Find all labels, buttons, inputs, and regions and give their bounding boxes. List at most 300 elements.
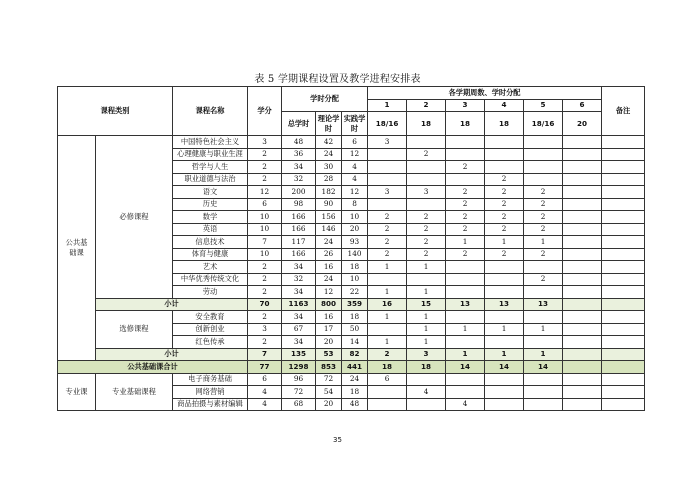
theory-hours-cell: 24 (316, 236, 342, 249)
semester-hours-cell: 2 (524, 211, 563, 224)
credit-cell: 2 (248, 261, 282, 274)
semester-hours-cell (524, 136, 563, 149)
header-semester: 4 (485, 99, 524, 112)
semester-hours-cell: 13 (524, 298, 563, 311)
semester-hours-cell (524, 386, 563, 399)
semester-hours-cell (446, 136, 485, 149)
semester-hours-cell: 2 (524, 248, 563, 261)
semester-hours-cell: 1 (407, 336, 446, 349)
semester-hours-cell: 4 (407, 386, 446, 399)
semester-hours-cell (485, 161, 524, 174)
credit-cell: 7 (248, 236, 282, 249)
total-hours-cell: 67 (282, 323, 316, 336)
total-hours-cell: 34 (282, 286, 316, 299)
semester-hours-cell (563, 161, 602, 174)
semester-hours-cell (446, 336, 485, 349)
semester-hours-cell (446, 148, 485, 161)
public-total-label: 公共基础课合计 (58, 361, 248, 374)
remark-cell (602, 173, 645, 186)
semester-hours-cell: 1 (368, 311, 407, 324)
theory-hours-cell: 30 (316, 161, 342, 174)
semester-hours-cell: 1 (485, 348, 524, 361)
total-hours-cell: 96 (282, 373, 316, 386)
course-name-cell: 电子商务基础 (173, 373, 248, 386)
group-professional-basic: 专业基础课程 (96, 373, 173, 411)
credit-cell: 7 (248, 348, 282, 361)
semester-hours-cell (524, 148, 563, 161)
total-hours-cell: 135 (282, 348, 316, 361)
credit-cell: 10 (248, 248, 282, 261)
semester-hours-cell: 1 (368, 336, 407, 349)
semester-hours-cell: 2 (368, 236, 407, 249)
semester-hours-cell: 13 (446, 298, 485, 311)
semester-hours-cell (563, 398, 602, 411)
total-hours-cell: 34 (282, 336, 316, 349)
semester-hours-cell: 1 (368, 261, 407, 274)
header-weeks: 18 (407, 112, 446, 136)
semester-hours-cell (407, 161, 446, 174)
semester-hours-cell (368, 198, 407, 211)
semester-hours-cell (407, 273, 446, 286)
semester-hours-cell (368, 398, 407, 411)
semester-hours-cell (563, 273, 602, 286)
semester-hours-cell: 2 (485, 211, 524, 224)
header-hours-group: 学时分配 (282, 87, 368, 112)
practice-hours-cell: 50 (342, 323, 368, 336)
semester-hours-cell (446, 286, 485, 299)
practice-hours-cell: 82 (342, 348, 368, 361)
header-semester: 1 (368, 99, 407, 112)
theory-hours-cell: 24 (316, 273, 342, 286)
semester-hours-cell: 2 (368, 248, 407, 261)
table-body (58, 87, 645, 411)
semester-hours-cell: 2 (407, 248, 446, 261)
semester-hours-cell (485, 311, 524, 324)
remark-cell (602, 273, 645, 286)
remark-cell (602, 323, 645, 336)
remark-cell (602, 211, 645, 224)
remark-cell (602, 248, 645, 261)
credit-cell: 6 (248, 373, 282, 386)
remark-cell (602, 336, 645, 349)
header-theory-hours: 理论学时 (316, 112, 342, 136)
theory-hours-cell: 20 (316, 336, 342, 349)
credit-cell: 4 (248, 398, 282, 411)
total-hours-cell: 36 (282, 148, 316, 161)
semester-hours-cell (368, 323, 407, 336)
semester-hours-cell (446, 261, 485, 274)
semester-hours-cell (524, 261, 563, 274)
semester-hours-cell (563, 298, 602, 311)
semester-hours-cell: 14 (485, 361, 524, 374)
theory-hours-cell: 28 (316, 173, 342, 186)
semester-hours-cell (563, 261, 602, 274)
total-hours-cell: 32 (282, 173, 316, 186)
total-hours-cell: 68 (282, 398, 316, 411)
semester-hours-cell: 2 (368, 211, 407, 224)
subtotal-label: 小计 (96, 298, 248, 311)
semester-hours-cell (563, 386, 602, 399)
group-required: 必修课程 (96, 136, 173, 299)
semester-hours-cell (407, 198, 446, 211)
semester-hours-cell (563, 136, 602, 149)
semester-hours-cell (524, 336, 563, 349)
practice-hours-cell: 10 (342, 273, 368, 286)
semester-hours-cell: 13 (485, 298, 524, 311)
course-name-cell: 网络营销 (173, 386, 248, 399)
semester-hours-cell: 1 (368, 286, 407, 299)
semester-hours-cell: 1 (407, 286, 446, 299)
credit-cell: 2 (248, 311, 282, 324)
header-credit: 学分 (248, 87, 282, 136)
total-hours-cell: 34 (282, 311, 316, 324)
theory-hours-cell: 12 (316, 286, 342, 299)
total-hours-cell: 166 (282, 223, 316, 236)
credit-cell: 2 (248, 336, 282, 349)
semester-hours-cell (563, 211, 602, 224)
semester-hours-cell (485, 148, 524, 161)
semester-hours-cell: 2 (446, 211, 485, 224)
remark-cell (602, 261, 645, 274)
course-name-cell: 心理健康与职业生涯 (173, 148, 248, 161)
semester-hours-cell: 2 (485, 248, 524, 261)
semester-hours-cell (563, 173, 602, 186)
semester-hours-cell: 2 (407, 223, 446, 236)
practice-hours-cell: 22 (342, 286, 368, 299)
practice-hours-cell: 48 (342, 398, 368, 411)
total-hours-cell: 166 (282, 211, 316, 224)
header-practice-hours: 实践学时 (342, 112, 368, 136)
semester-hours-cell (563, 336, 602, 349)
semester-hours-cell: 2 (407, 148, 446, 161)
remark-cell (602, 186, 645, 199)
course-name-cell: 中国特色社会主义 (173, 136, 248, 149)
subtotal-label: 小计 (96, 348, 248, 361)
total-hours-cell: 1163 (282, 298, 316, 311)
semester-hours-cell (368, 386, 407, 399)
semester-hours-cell (485, 286, 524, 299)
header-course: 课程名称 (173, 87, 248, 136)
semester-hours-cell (563, 198, 602, 211)
practice-hours-cell: 93 (342, 236, 368, 249)
semester-hours-cell: 2 (524, 273, 563, 286)
semester-hours-cell (485, 261, 524, 274)
course-name-cell: 中华优秀传统文化 (173, 273, 248, 286)
header-weeks: 18/16 (368, 112, 407, 136)
semester-hours-cell (368, 173, 407, 186)
course-name-cell: 信息技术 (173, 236, 248, 249)
header-semester-group: 各学期周数、学时分配 (368, 87, 602, 100)
header-category: 课程类别 (58, 87, 173, 136)
header-total-hours: 总学时 (282, 112, 316, 136)
semester-hours-cell: 3 (368, 186, 407, 199)
semester-hours-cell: 2 (485, 198, 524, 211)
credit-cell: 12 (248, 186, 282, 199)
header-weeks: 18 (446, 112, 485, 136)
header-remark: 备注 (602, 87, 645, 136)
semester-hours-cell (485, 386, 524, 399)
semester-hours-cell (524, 286, 563, 299)
semester-hours-cell (563, 286, 602, 299)
credit-cell: 10 (248, 211, 282, 224)
semester-hours-cell (446, 173, 485, 186)
credit-cell: 2 (248, 161, 282, 174)
total-hours-cell: 32 (282, 273, 316, 286)
group-professional: 专业课 (58, 373, 96, 411)
remark-cell (602, 161, 645, 174)
semester-hours-cell (563, 311, 602, 324)
semester-hours-cell (524, 373, 563, 386)
page-number: 35 (333, 436, 342, 444)
course-name-cell: 艺术 (173, 261, 248, 274)
practice-hours-cell: 6 (342, 136, 368, 149)
semester-hours-cell: 2 (446, 198, 485, 211)
remark-cell (602, 386, 645, 399)
semester-hours-cell: 1 (485, 236, 524, 249)
remark-cell (602, 198, 645, 211)
total-hours-cell: 34 (282, 261, 316, 274)
total-hours-cell: 200 (282, 186, 316, 199)
semester-hours-cell (446, 273, 485, 286)
semester-hours-cell (407, 136, 446, 149)
semester-hours-cell: 3 (407, 186, 446, 199)
semester-hours-cell: 6 (368, 373, 407, 386)
semester-hours-cell: 1 (407, 311, 446, 324)
semester-hours-cell (485, 336, 524, 349)
table-caption: 表 5 学期课程设置及教学进程安排表 (254, 74, 421, 85)
course-name-cell: 职业道德与法治 (173, 173, 248, 186)
credit-cell: 2 (248, 173, 282, 186)
course-name-cell: 红色传承 (173, 336, 248, 349)
semester-hours-cell: 18 (368, 361, 407, 374)
practice-hours-cell: 18 (342, 386, 368, 399)
course-name-cell: 哲学与人生 (173, 161, 248, 174)
header-weeks: 20 (563, 112, 602, 136)
semester-hours-cell (368, 273, 407, 286)
semester-hours-cell: 1 (524, 348, 563, 361)
semester-hours-cell (407, 173, 446, 186)
practice-hours-cell: 441 (342, 361, 368, 374)
remark-cell (602, 298, 645, 311)
semester-hours-cell: 1 (524, 323, 563, 336)
course-name-cell: 体育与健康 (173, 248, 248, 261)
semester-hours-cell (368, 161, 407, 174)
theory-hours-cell: 53 (316, 348, 342, 361)
semester-hours-cell: 3 (368, 136, 407, 149)
semester-hours-cell (485, 373, 524, 386)
remark-cell (602, 136, 645, 149)
course-name-cell: 英语 (173, 223, 248, 236)
semester-hours-cell: 14 (446, 361, 485, 374)
group-public-basic: 公共基础课 (58, 136, 96, 361)
credit-cell: 3 (248, 136, 282, 149)
practice-hours-cell: 12 (342, 186, 368, 199)
header-weeks: 18 (485, 112, 524, 136)
semester-hours-cell: 4 (446, 398, 485, 411)
semester-hours-cell: 1 (407, 323, 446, 336)
practice-hours-cell: 140 (342, 248, 368, 261)
semester-hours-cell: 2 (446, 161, 485, 174)
semester-hours-cell: 1 (446, 323, 485, 336)
practice-hours-cell: 10 (342, 211, 368, 224)
semester-hours-cell (563, 186, 602, 199)
semester-hours-cell (563, 361, 602, 374)
course-name-cell: 创新创业 (173, 323, 248, 336)
table-row (58, 373, 645, 386)
semester-hours-cell (407, 373, 446, 386)
practice-hours-cell: 4 (342, 173, 368, 186)
semester-hours-cell (407, 398, 446, 411)
theory-hours-cell: 853 (316, 361, 342, 374)
theory-hours-cell: 16 (316, 261, 342, 274)
course-name-cell: 劳动 (173, 286, 248, 299)
semester-hours-cell: 2 (524, 223, 563, 236)
theory-hours-cell: 16 (316, 311, 342, 324)
semester-hours-cell (524, 398, 563, 411)
practice-hours-cell: 12 (342, 148, 368, 161)
theory-hours-cell: 42 (316, 136, 342, 149)
table-row (58, 136, 645, 149)
semester-hours-cell: 2 (368, 223, 407, 236)
credit-cell: 2 (248, 148, 282, 161)
theory-hours-cell: 156 (316, 211, 342, 224)
remark-cell (602, 361, 645, 374)
semester-hours-cell: 16 (368, 298, 407, 311)
header-row-1 (58, 87, 645, 100)
practice-hours-cell: 14 (342, 336, 368, 349)
semester-hours-cell: 2 (446, 186, 485, 199)
semester-hours-cell (563, 223, 602, 236)
semester-hours-cell: 15 (407, 298, 446, 311)
header-semester: 6 (563, 99, 602, 112)
remark-cell (602, 348, 645, 361)
theory-hours-cell: 182 (316, 186, 342, 199)
practice-hours-cell: 359 (342, 298, 368, 311)
total-hours-cell: 166 (282, 248, 316, 261)
theory-hours-cell: 72 (316, 373, 342, 386)
theory-hours-cell: 17 (316, 323, 342, 336)
header-semester: 5 (524, 99, 563, 112)
course-schedule-table (57, 86, 645, 411)
header-semester: 3 (446, 99, 485, 112)
practice-hours-cell: 18 (342, 311, 368, 324)
theory-hours-cell: 54 (316, 386, 342, 399)
practice-hours-cell: 20 (342, 223, 368, 236)
semester-hours-cell: 14 (524, 361, 563, 374)
total-hours-cell: 34 (282, 161, 316, 174)
remark-cell (602, 223, 645, 236)
theory-hours-cell: 20 (316, 398, 342, 411)
credit-cell: 3 (248, 323, 282, 336)
semester-hours-cell (563, 373, 602, 386)
theory-hours-cell: 800 (316, 298, 342, 311)
semester-hours-cell: 2 (368, 348, 407, 361)
header-semester: 2 (407, 99, 446, 112)
credit-cell: 2 (248, 286, 282, 299)
total-hours-cell: 98 (282, 198, 316, 211)
public-total-row (58, 361, 645, 374)
total-hours-cell: 1298 (282, 361, 316, 374)
semester-hours-cell (524, 161, 563, 174)
semester-hours-cell (446, 373, 485, 386)
semester-hours-cell (524, 173, 563, 186)
semester-hours-cell (446, 311, 485, 324)
course-name-cell: 语文 (173, 186, 248, 199)
credit-cell: 6 (248, 198, 282, 211)
semester-hours-cell: 2 (446, 223, 485, 236)
theory-hours-cell: 24 (316, 148, 342, 161)
semester-hours-cell: 1 (485, 323, 524, 336)
theory-hours-cell: 26 (316, 248, 342, 261)
credit-cell: 10 (248, 223, 282, 236)
semester-hours-cell (368, 148, 407, 161)
semester-hours-cell: 2 (407, 236, 446, 249)
semester-hours-cell (563, 248, 602, 261)
semester-hours-cell: 1 (446, 236, 485, 249)
semester-hours-cell (563, 348, 602, 361)
group-elective: 选修课程 (96, 311, 173, 349)
semester-hours-cell (563, 148, 602, 161)
required-subtotal-row (58, 298, 645, 311)
semester-hours-cell (524, 311, 563, 324)
remark-cell (602, 148, 645, 161)
total-hours-cell: 48 (282, 136, 316, 149)
semester-hours-cell (485, 136, 524, 149)
remark-cell (602, 311, 645, 324)
course-name-cell: 安全教育 (173, 311, 248, 324)
course-name-cell: 数学 (173, 211, 248, 224)
semester-hours-cell (563, 236, 602, 249)
semester-hours-cell: 2 (485, 223, 524, 236)
semester-hours-cell (485, 398, 524, 411)
remark-cell (602, 286, 645, 299)
remark-cell (602, 398, 645, 411)
semester-hours-cell: 18 (407, 361, 446, 374)
table-row (58, 311, 645, 324)
header-weeks: 18/16 (524, 112, 563, 136)
semester-hours-cell: 1 (524, 236, 563, 249)
credit-cell: 77 (248, 361, 282, 374)
semester-hours-cell: 2 (485, 186, 524, 199)
semester-hours-cell: 1 (446, 348, 485, 361)
remark-cell (602, 236, 645, 249)
practice-hours-cell: 18 (342, 261, 368, 274)
semester-hours-cell: 2 (446, 248, 485, 261)
semester-hours-cell: 1 (407, 261, 446, 274)
practice-hours-cell: 24 (342, 373, 368, 386)
theory-hours-cell: 146 (316, 223, 342, 236)
semester-hours-cell: 2 (524, 198, 563, 211)
semester-hours-cell: 3 (407, 348, 446, 361)
credit-cell: 4 (248, 386, 282, 399)
credit-cell: 70 (248, 298, 282, 311)
total-hours-cell: 72 (282, 386, 316, 399)
theory-hours-cell: 90 (316, 198, 342, 211)
semester-hours-cell (446, 386, 485, 399)
course-name-cell: 商品拍摄与素材编辑 (173, 398, 248, 411)
course-name-cell: 历史 (173, 198, 248, 211)
semester-hours-cell: 2 (524, 186, 563, 199)
total-hours-cell: 117 (282, 236, 316, 249)
elective-subtotal-row (58, 348, 645, 361)
semester-hours-cell: 2 (407, 211, 446, 224)
practice-hours-cell: 8 (342, 198, 368, 211)
remark-cell (602, 373, 645, 386)
practice-hours-cell: 4 (342, 161, 368, 174)
semester-hours-cell (485, 273, 524, 286)
semester-hours-cell (563, 323, 602, 336)
credit-cell: 2 (248, 273, 282, 286)
